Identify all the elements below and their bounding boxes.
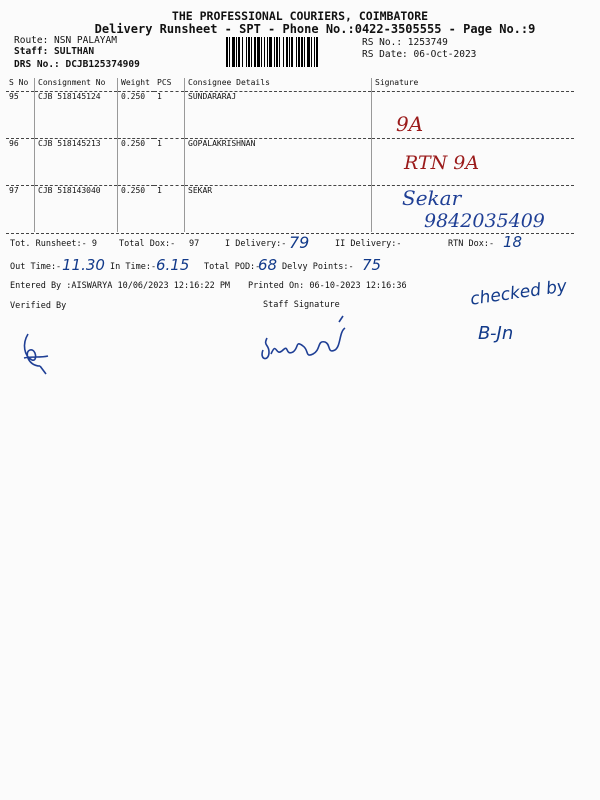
out-time-label: Out Time:-: [10, 262, 62, 272]
rtn-dox-value: 18: [503, 233, 523, 251]
printed-on: Printed On: 06-10-2023 12:16:36: [248, 281, 407, 291]
verifier-signature: [18, 326, 58, 376]
barcode-bar: [311, 37, 312, 67]
runsheet-table: [6, 78, 574, 232]
delvy-points-label: Delvy Points:-: [282, 262, 354, 272]
verified-by-label: Verified By: [10, 301, 67, 311]
cell-weight: 0.250: [118, 186, 155, 233]
barcode-bar: [316, 37, 318, 67]
cell-consignee: SEKAR: [185, 186, 372, 233]
col-pcs: PCS: [154, 78, 185, 92]
total-dox-label: Total Dox:-: [119, 239, 176, 249]
barcode-bar: [283, 37, 284, 67]
cell-consignment: CJB 518145124: [35, 92, 118, 139]
barcode-bar: [276, 37, 278, 67]
cell-pcs: 1: [154, 139, 185, 186]
drs-number: DRS No.: DCJB125374909: [14, 59, 140, 70]
cell-sno: 95: [6, 92, 35, 139]
barcode-bar: [301, 37, 303, 67]
handwritten-mark-row96: RTN 9A: [404, 152, 480, 174]
cell-sno: 96: [6, 139, 35, 186]
staff-label: Staff: SULTHAN: [14, 46, 95, 57]
barcode-bar: [229, 37, 230, 67]
cell-weight: 0.250: [118, 139, 155, 186]
delvy-points-value: 75: [362, 256, 382, 274]
total-dox-value: 97: [189, 239, 200, 249]
col-weight: Weight: [118, 78, 155, 92]
route-label: Route: NSN PALAYAM: [14, 35, 117, 46]
out-time-value: 11.30: [62, 256, 105, 274]
barcode-bar: [304, 37, 305, 67]
col-consignee: Consignee Details: [185, 78, 372, 92]
barcode-bar: [314, 37, 315, 67]
in-time-label: In Time:-: [110, 262, 157, 272]
total-pod-label: Total POD:-: [204, 262, 261, 272]
barcode-bar: [269, 37, 272, 67]
barcode-bar: [279, 37, 280, 67]
barcode-bar: [238, 37, 240, 67]
barcode-bar: [248, 37, 250, 67]
handwritten-mark-row95: 9A: [396, 112, 424, 136]
barcode-bar: [246, 37, 247, 67]
barcode-bar: [264, 37, 265, 67]
barcode-bar: [232, 37, 235, 67]
barcode-bar: [289, 37, 290, 67]
entered-by: Entered By :AISWARYA 10/06/2023 12:16:22 PM: [10, 281, 231, 291]
barcode-bar: [286, 37, 288, 67]
col-sno: S No: [6, 78, 35, 92]
col-consignment: Consignment No: [35, 78, 118, 92]
rtn-dox-label: RTN Dox:-: [448, 239, 495, 249]
cell-weight: 0.250: [118, 92, 155, 139]
barcode-bar: [307, 37, 310, 67]
total-runsheet: Tot. Runsheet:- 9: [10, 239, 97, 249]
cell-pcs: 1: [154, 92, 185, 139]
handwritten-phone-row97: 9842035409: [424, 210, 545, 232]
barcode-bar: [298, 37, 300, 67]
table-row: [6, 139, 574, 186]
barcode: [226, 37, 356, 67]
ii-delivery-label: II Delivery:-: [335, 239, 402, 249]
cell-consignee: SUNDARARAJ: [185, 92, 372, 139]
cell-sno: 97: [6, 186, 35, 233]
barcode-bar: [242, 37, 243, 67]
in-time-value: 6.15: [156, 256, 190, 274]
staff-signature: [255, 310, 355, 370]
rs-number: RS No.: 1253749: [362, 37, 448, 48]
cell-consignee: GOPALAKRISHNAN: [185, 139, 372, 186]
cell-consignment: CJB 518143040: [35, 186, 118, 233]
barcode-bar: [296, 37, 297, 67]
cell-consignment: CJB 518145213: [35, 139, 118, 186]
barcode-bar: [291, 37, 293, 67]
checked-by-signature: B-Jn: [478, 323, 514, 344]
barcode-bar: [254, 37, 256, 67]
document-title: THE PROFESSIONAL COURIERS, COIMBATORE: [171, 9, 429, 23]
document-subtitle: Delivery Runsheet - SPT - Phone No.:0422-3505555 - Page No.:9: [94, 22, 536, 36]
rs-date: RS Date: 06-Oct-2023: [362, 49, 477, 60]
barcode-bar: [257, 37, 260, 67]
barcode-bar: [274, 37, 275, 67]
checked-by-note: checked by: [469, 276, 569, 310]
barcode-bar: [226, 37, 228, 67]
barcode-bar: [261, 37, 262, 67]
barcode-bar: [267, 37, 268, 67]
col-signature: Signature: [372, 78, 575, 92]
i-delivery-label: I Delivery:-: [225, 239, 287, 249]
i-delivery-value: 79: [289, 233, 310, 252]
handwritten-name-row97: Sekar: [402, 186, 462, 210]
cell-pcs: 1: [154, 186, 185, 233]
table-row: [6, 92, 574, 139]
total-pod-value: 68: [258, 256, 278, 274]
barcode-bar: [251, 37, 252, 67]
barcode-bar: [236, 37, 237, 67]
staff-signature-label: Staff Signature: [263, 300, 340, 310]
